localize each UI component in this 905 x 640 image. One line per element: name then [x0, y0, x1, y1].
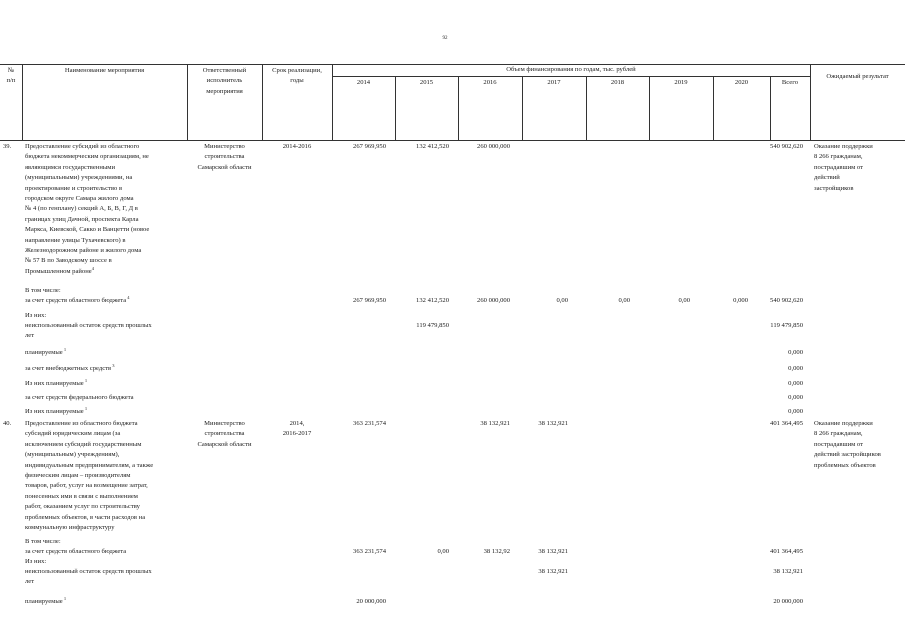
item-result-line: действий застройщиков — [814, 451, 881, 459]
subrow-value: 0,00 — [437, 548, 449, 555]
item-value: 363 231,574 — [353, 420, 386, 427]
footnote-mark: 1 — [83, 377, 88, 383]
header-year-2016: 2016 — [483, 79, 497, 86]
subrow-value: 0,000 — [733, 297, 748, 304]
item-name-line: товаров, работ, услуг на возмещение затрат, — [25, 482, 148, 490]
item-executor-line: строительства — [204, 430, 245, 438]
subrow-label: Из них планируемые $^1$ — [25, 405, 88, 415]
footnote-mark: 3 — [111, 362, 115, 368]
subrow-value: 0,00 — [678, 297, 690, 304]
subrow-value: 20 000,000 — [356, 598, 386, 605]
item-result-line: 8 266 гражданам, — [814, 430, 863, 438]
subrow-value: 0,000 — [788, 380, 803, 387]
subrow-label: лет — [25, 332, 35, 340]
item-executor-line: Министерство — [204, 420, 245, 427]
item-name-line: исключением субсидий государственным — [25, 440, 142, 448]
subrow-value: 132 412,520 — [416, 297, 449, 304]
subrow-label: неиспользованный остаток средств прошлых — [25, 322, 152, 329]
item-result-line: пострадавшим от — [814, 163, 864, 171]
item-executor-line: Министерство — [204, 143, 245, 150]
item-name-line: бюджета некоммерческим организациям, не — [25, 153, 149, 161]
header-period — [262, 66, 332, 87]
header-year-2019: 2019 — [674, 79, 688, 86]
item-result-line: пострадавшим от — [814, 440, 864, 448]
item-value: 132 412,520 — [416, 143, 449, 150]
subrow-label: за счет средств областного бюджета $^4$ — [25, 294, 130, 304]
subrow-label: В том числе: — [25, 538, 61, 545]
item-name-line: городском округе Самара жилого дома — [25, 195, 134, 202]
item-name-line: границах улиц Дачной, проспекта Карла — [25, 215, 139, 223]
subrow-label: Из них: — [25, 312, 47, 319]
item-name-line: № 57 В по Заводскому шоссе в — [25, 257, 112, 265]
item-result-line: Оказание поддержки — [814, 420, 873, 427]
item-executor-line: строительства — [204, 153, 245, 161]
subrow-value: 267 969,950 — [353, 297, 386, 304]
item-name-line: Маркса, Киевской, Сакко и Ванцетти (новое — [25, 226, 150, 234]
subrow-value: 38 132,921 — [538, 568, 568, 575]
subrow-label: В том числе: — [25, 287, 61, 294]
item-value: 38 132,921 — [538, 420, 568, 427]
header-executor-line: мероприятия — [206, 87, 243, 95]
header-executor-line: Ответственный — [202, 67, 247, 74]
item-executor-line: Самарской области — [197, 440, 252, 448]
item-name-line: субсидий юридическим лицам (за — [25, 430, 121, 438]
subrow-label: Из них: — [25, 558, 47, 565]
subrow-value: 363 231,574 — [353, 548, 386, 555]
header-period-line: годы — [290, 77, 304, 85]
header-number-line: п/п — [6, 77, 16, 85]
item-value: 267 969,950 — [353, 143, 386, 150]
item-period-line: 2016-2017 — [282, 430, 312, 438]
subrow-value: 38 132,921 — [538, 548, 568, 555]
subrow-value: 0,000 — [788, 408, 803, 415]
item-name-line: проектирование и строительство в — [25, 184, 123, 192]
header-total: Всего — [781, 79, 799, 86]
header-number-line: № — [7, 67, 15, 74]
item-name-line: проблемных объектов, в части расходов на — [25, 513, 146, 521]
item-result-line: действий — [814, 174, 840, 182]
item-name-line: Предоставление субсидий из областного — [25, 143, 140, 150]
subrow-value: 0,000 — [788, 365, 803, 372]
subrow-value: 38 132,92 — [483, 548, 510, 555]
footnote-mark: 1 — [62, 346, 67, 352]
item-number: 39. — [3, 143, 12, 150]
header-name: Наименование мероприятия — [64, 67, 145, 74]
item-name-line: индивидуальным предпринимателям, а также — [25, 461, 154, 469]
subrow-label: Из них планируемые $^1$ — [25, 377, 88, 387]
item-name-line: коммунальную инфраструктуру — [25, 524, 115, 531]
item-name-line: Предоставление из областного бюджета — [25, 420, 138, 427]
item-name-line: Железнодорожном районе и жилого дома — [25, 247, 142, 254]
subrow-value: 119 479,850 — [416, 322, 449, 329]
item-result-line: проблемных объектов — [814, 461, 876, 469]
item-name-line: № 4 (по генплану) секций А, Б, В, Г, Д в — [25, 205, 138, 213]
subrow-value: 119 479,850 — [770, 322, 803, 329]
header-year-2014: 2014 — [356, 79, 371, 86]
subrow-label: планируемые $^1$ — [25, 595, 67, 605]
footnote-mark: 1 — [62, 595, 67, 601]
header-executor-line: исполнитель — [206, 77, 243, 85]
header-year-2015: 2015 — [419, 79, 434, 86]
item-name-line: Промышленном районе$^4$ — [25, 265, 94, 275]
header-number — [0, 66, 22, 87]
subrow-value: 0,000 — [788, 349, 803, 356]
subrow-value: 0,00 — [618, 297, 630, 304]
item-name-line: работ, оказанием услуг по строительству — [25, 503, 140, 511]
subrow-label: планируемые $^1$ — [25, 346, 67, 356]
page-number: 92 — [442, 36, 448, 41]
item-result-line: 8 266 гражданам, — [814, 153, 863, 161]
item-period-line: 2014, — [289, 420, 305, 427]
item-result-line: Оказание поддержки — [814, 143, 873, 150]
item-name-line: (муниципальными) учреждениями, на — [25, 174, 133, 182]
footnote-mark: 1 — [83, 405, 88, 411]
header-year-2018: 2018 — [610, 79, 625, 86]
subrow-label: за счет внебюджетных средств $^3$ — [25, 362, 115, 372]
header-executor — [187, 66, 262, 97]
item-result-line: застройщиков — [814, 184, 854, 192]
item-name-line: физическим лицам – производителям — [25, 472, 131, 479]
subrow-value: 540 902,620 — [770, 297, 803, 304]
header-result: Ожидаемый результат — [826, 73, 889, 80]
header-period-line: Срок реализации, — [272, 67, 322, 74]
item-executor-line: Самарской области — [197, 163, 252, 171]
item-number: 40. — [3, 420, 12, 427]
subrow-value: 401 364,495 — [770, 548, 803, 555]
subrow-label: за счет средств федерального бюджета — [25, 394, 134, 401]
item-value: 401 364,495 — [770, 420, 803, 427]
item-value: 38 132,921 — [480, 420, 510, 427]
header-year-2020: 2020 — [734, 79, 749, 86]
footnote-mark: 4 — [91, 265, 94, 271]
item-value: 540 902,620 — [770, 143, 803, 150]
item-value: 260 000,000 — [477, 143, 510, 150]
subrow-value: 0,000 — [788, 394, 803, 401]
item-period-line: 2014-2016 — [282, 143, 312, 150]
item-name-line: понесенных ими в связи с выполнением — [25, 492, 138, 500]
subrow-value: 20 000,000 — [773, 598, 803, 605]
subrow-value: 38 132,921 — [773, 568, 803, 575]
subrow-label: неиспользованный остаток средств прошлых — [25, 568, 152, 575]
header-year-2017: 2017 — [547, 79, 561, 86]
subrow-value: 260 000,000 — [477, 297, 510, 304]
item-name-line: направление улицы Тухачевского) в — [25, 236, 126, 244]
subrow-label: лет — [25, 578, 35, 586]
header-funding-group: Объем финансирования по годам, тыс. рублей — [506, 66, 636, 73]
item-name-line: (муниципальным) учреждениям), — [25, 451, 120, 459]
subrow-label: за счет средств областного бюджета — [25, 548, 127, 555]
footnote-mark: 4 — [126, 294, 130, 300]
item-name-line: являющимся государственными — [25, 163, 115, 171]
subrow-value: 0,00 — [556, 297, 568, 304]
